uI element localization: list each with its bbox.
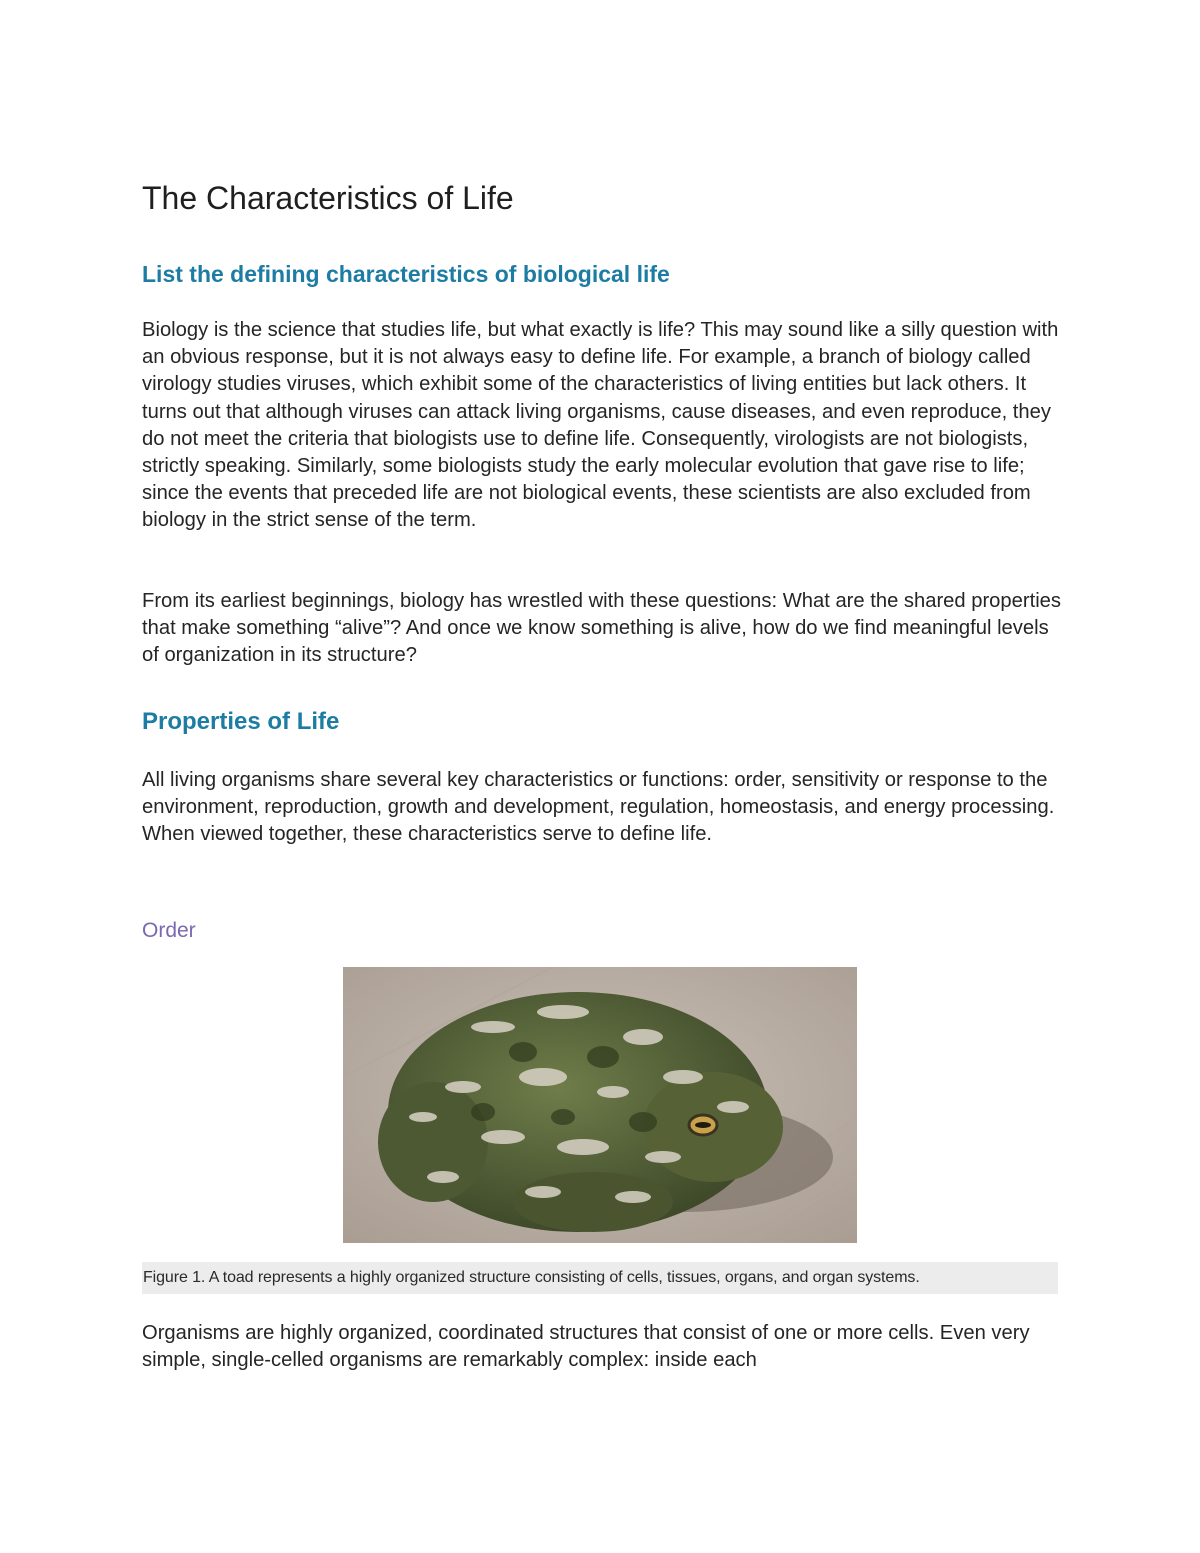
- intro-paragraph: Biology is the science that studies life, but what exactly is life? This may sound like a silly question with an obvious response, but it is not always easy to define life. For example, a branch of biology called virology studies viruses, which exhibit some of the characteristics of living entities but lack others. It turns out that although viruses can attack living organisms, cause diseases, and even reproduce, they do not meet the criteria that biologists use to define life. Consequently, virologists are not biologists, strictly speaking. Similarly, some biologists study the early molecular evolution that gave rise to life; since the events that preceded life are not biological events, these scientists are also excluded from biology in the strict sense of the term.: [142, 319, 1059, 532]
- order-heading: Order: [142, 919, 196, 942]
- questions-paragraph: From its earliest beginnings, biology has wrestled with these questions: What are the shared properties that make something “alive”? And once we know something is alive, how do we find meaningful levels of organization in its structure?: [142, 590, 1062, 667]
- properties-paragraph: All living organisms share several key characteristics or functions: order, sensitivity or response to the environment, reproduction, growth and development, regulation, homeostasis, and energy processing. When viewed together, these characteristics serve to define life.: [142, 769, 1055, 846]
- section-subtitle: List the defining characteristics of biological life: [142, 261, 670, 287]
- toad-photo: [343, 967, 857, 1243]
- page-title: The Characteristics of Life: [142, 180, 514, 216]
- organisms-paragraph: Organisms are highly organized, coordinated structures that consist of one or more cells. Even very simple, single-celled organisms are remarkably complex: inside each: [142, 1322, 1030, 1372]
- properties-heading: Properties of Life: [142, 708, 340, 735]
- figure-caption: Figure 1. A toad represents a highly organized structure consisting of cells, tissues, organs, and organ systems.: [142, 1262, 1058, 1294]
